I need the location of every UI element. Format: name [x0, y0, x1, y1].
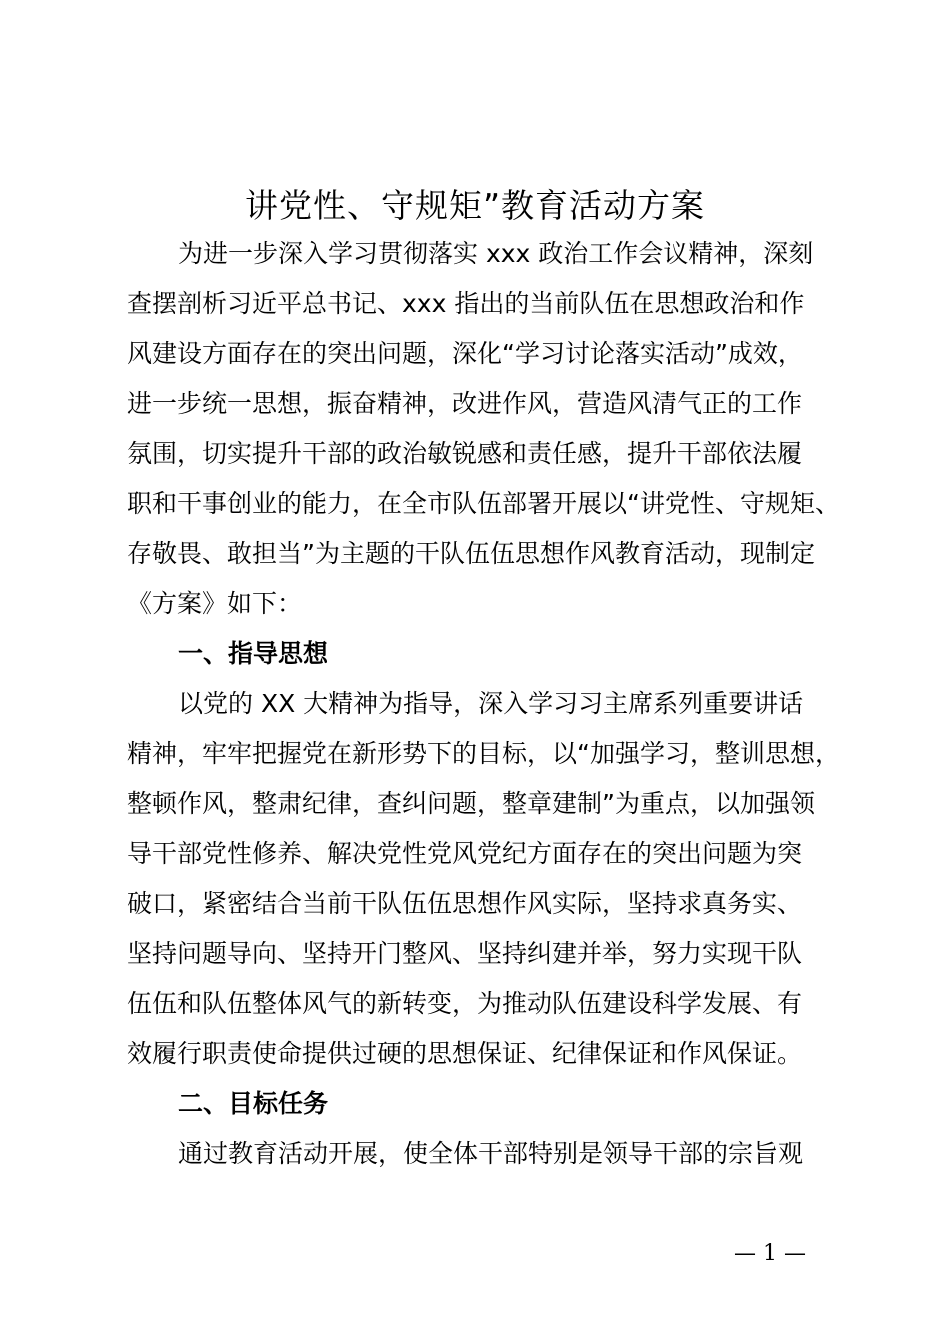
paragraph-line: 通过教育活动开展，使全体干部特别是领导干部的宗旨观 [178, 1139, 804, 1168]
paragraph-line: 导干部党性修养、解决党性党风党纪方面存在的突出问题为突 [127, 839, 803, 868]
paragraph-line: 效履行职责使命提供过硬的思想保证、纪律保证和作风保证。 [127, 1039, 803, 1068]
paragraph-line: 为进一步深入学习贯彻落实 xxx 政治工作会议精神，深刻 [178, 239, 814, 268]
paragraph-line: 存敬畏、敢担当”为主题的干队伍伍思想作风教育活动，现制定 [127, 539, 815, 568]
paragraph-line: 氛围，切实提升干部的政治敏锐感和责任感，提升干部依法履 [127, 439, 803, 468]
document-title: 讲党性、守规矩”教育活动方案 [244, 186, 706, 225]
section-heading: 一、指导思想 [178, 639, 329, 668]
page-number: — 1 — [734, 1241, 806, 1266]
paragraph-line: 风建设方面存在的突出问题，深化“学习讨论落实活动”成效， [127, 339, 803, 368]
paragraph-line: 职和干事创业的能力，在全市队伍部署开展以“讲党性、守规矩、 [127, 489, 840, 518]
section-heading: 二、目标任务 [178, 1089, 329, 1118]
paragraph-line: 破口，紧密结合当前干队伍伍思想作风实际，坚持求真务实、 [127, 889, 803, 918]
paragraph-line: 查摆剖析习近平总书记、xxx 指出的当前队伍在思想政治和作 [127, 289, 805, 318]
paragraph-line: 《方案》如下： [127, 589, 303, 618]
paragraph-line: 伍伍和队伍整体风气的新转变，为推动队伍建设科学发展、有 [127, 989, 803, 1018]
paragraph-line: 坚持问题导向、坚持开门整风、坚持纠建并举，努力实现干队 [127, 939, 803, 968]
paragraph-line: 整顿作风，整肃纪律，查纠问题，整章建制”为重点，以加强领 [127, 789, 815, 818]
paragraph-line: 以党的 XX 大精神为指导，深入学习习主席系列重要讲话 [178, 689, 804, 718]
paragraph-line: 进一步统一思想，振奋精神，改进作风，营造风清气正的工作 [127, 389, 803, 418]
paragraph-line: 精神，牢牢把握党在新形势下的目标，以“加强学习，整训思想， [127, 739, 840, 768]
